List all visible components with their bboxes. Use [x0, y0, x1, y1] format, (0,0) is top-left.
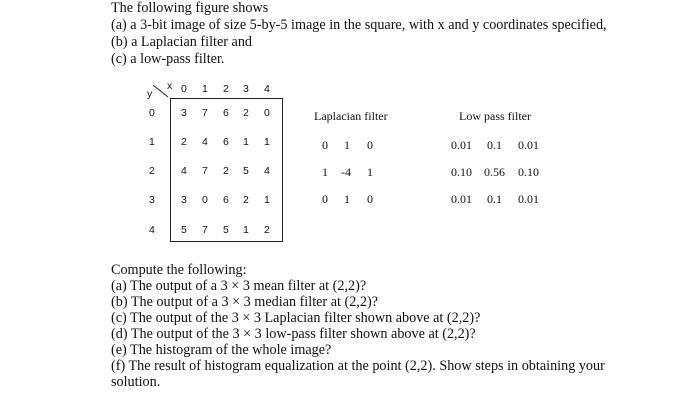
question-c: (c) The output of the 3 × 3 Laplacian filter shown above at (2,2)?: [111, 310, 481, 326]
laplacian-cell: 1: [344, 192, 350, 206]
laplacian-cell: 1: [322, 165, 328, 179]
laplacian-cell: 0: [367, 192, 373, 206]
pixel-cell: 3: [181, 107, 187, 119]
pixel-cell: 2: [264, 224, 270, 236]
lowpass-cell: 0.01: [451, 138, 472, 152]
pixel-cell: 4: [202, 136, 208, 148]
y-coord: 0: [149, 107, 155, 119]
pixel-cell: 7: [202, 224, 208, 236]
intro-line-2: (a) a 3-bit image of size 5-by-5 image in the square, with x and y coordinates specified,: [111, 17, 607, 33]
y-coord: 2: [149, 165, 155, 177]
laplacian-cell: 0: [322, 192, 328, 206]
pixel-cell: 1: [264, 136, 270, 148]
pixel-cell: 1: [243, 136, 249, 148]
y-coord: 4: [149, 224, 155, 236]
pixel-cell: 0: [264, 107, 270, 119]
x-coord: 1: [202, 83, 208, 95]
pixel-cell: 2: [181, 136, 187, 148]
pixel-cell: 4: [181, 165, 187, 177]
y-coord: 1: [149, 136, 155, 148]
intro-line-4: (c) a low-pass filter.: [111, 51, 225, 67]
lowpass-cell: 0.1: [487, 138, 502, 152]
pixel-cell: 0: [202, 194, 208, 206]
lowpass-cell: 0.10: [451, 165, 472, 179]
pixel-cell: 5: [243, 165, 249, 177]
pixel-cell: 5: [181, 224, 187, 236]
laplacian-cell: 1: [367, 165, 373, 179]
questions-heading: Compute the following:: [111, 262, 247, 278]
lowpass-cell: 0.01: [518, 138, 539, 152]
pixel-cell: 5: [223, 224, 229, 236]
laplacian-cell: 1: [344, 138, 350, 152]
x-axis-label: x: [167, 80, 173, 92]
pixel-cell: 7: [202, 165, 208, 177]
pixel-cell: 6: [223, 107, 229, 119]
lowpass-title: Low pass filter: [459, 109, 531, 123]
y-axis-label: y: [147, 88, 153, 100]
question-e: (e) The histogram of the whole image?: [111, 342, 332, 358]
question-f-continued: solution.: [111, 374, 161, 390]
question-a: (a) The output of a 3 × 3 mean filter at (2,2)?: [111, 278, 367, 294]
intro-line-1: The following figure shows: [111, 0, 269, 16]
lowpass-cell: 0.56: [484, 165, 505, 179]
pixel-cell: 6: [223, 194, 229, 206]
lowpass-cell: 0.01: [451, 192, 472, 206]
pixel-cell: 6: [223, 136, 229, 148]
x-coord: 0: [181, 83, 187, 95]
pixel-cell: 1: [264, 194, 270, 206]
laplacian-cell: 0: [322, 138, 328, 152]
y-coord: 3: [149, 194, 155, 206]
pixel-cell: 1: [243, 224, 249, 236]
pixel-cell: 4: [264, 165, 270, 177]
x-coord: 2: [223, 83, 229, 95]
lowpass-cell: 0.1: [487, 192, 502, 206]
x-coord: 3: [243, 83, 249, 95]
pixel-cell: 3: [181, 194, 187, 206]
lowpass-cell: 0.10: [518, 165, 539, 179]
laplacian-cell: -4: [341, 165, 351, 179]
question-f: (f) The result of histogram equalization at the point (2,2). Show steps in obtaining your: [111, 358, 605, 374]
question-b: (b) The output of a 3 × 3 median filter at (2,2)?: [111, 294, 378, 310]
pixel-cell: 2: [243, 107, 249, 119]
pixel-cell: 2: [223, 165, 229, 177]
laplacian-title: Laplacian filter: [314, 109, 388, 123]
pixel-cell: 2: [243, 194, 249, 206]
pixel-cell: 7: [202, 107, 208, 119]
x-coord: 4: [264, 83, 270, 95]
laplacian-cell: 0: [367, 138, 373, 152]
lowpass-cell: 0.01: [518, 192, 539, 206]
question-d: (d) The output of the 3 × 3 low-pass filter shown above at (2,2)?: [111, 326, 476, 342]
intro-line-3: (b) a Laplacian filter and: [111, 34, 253, 50]
